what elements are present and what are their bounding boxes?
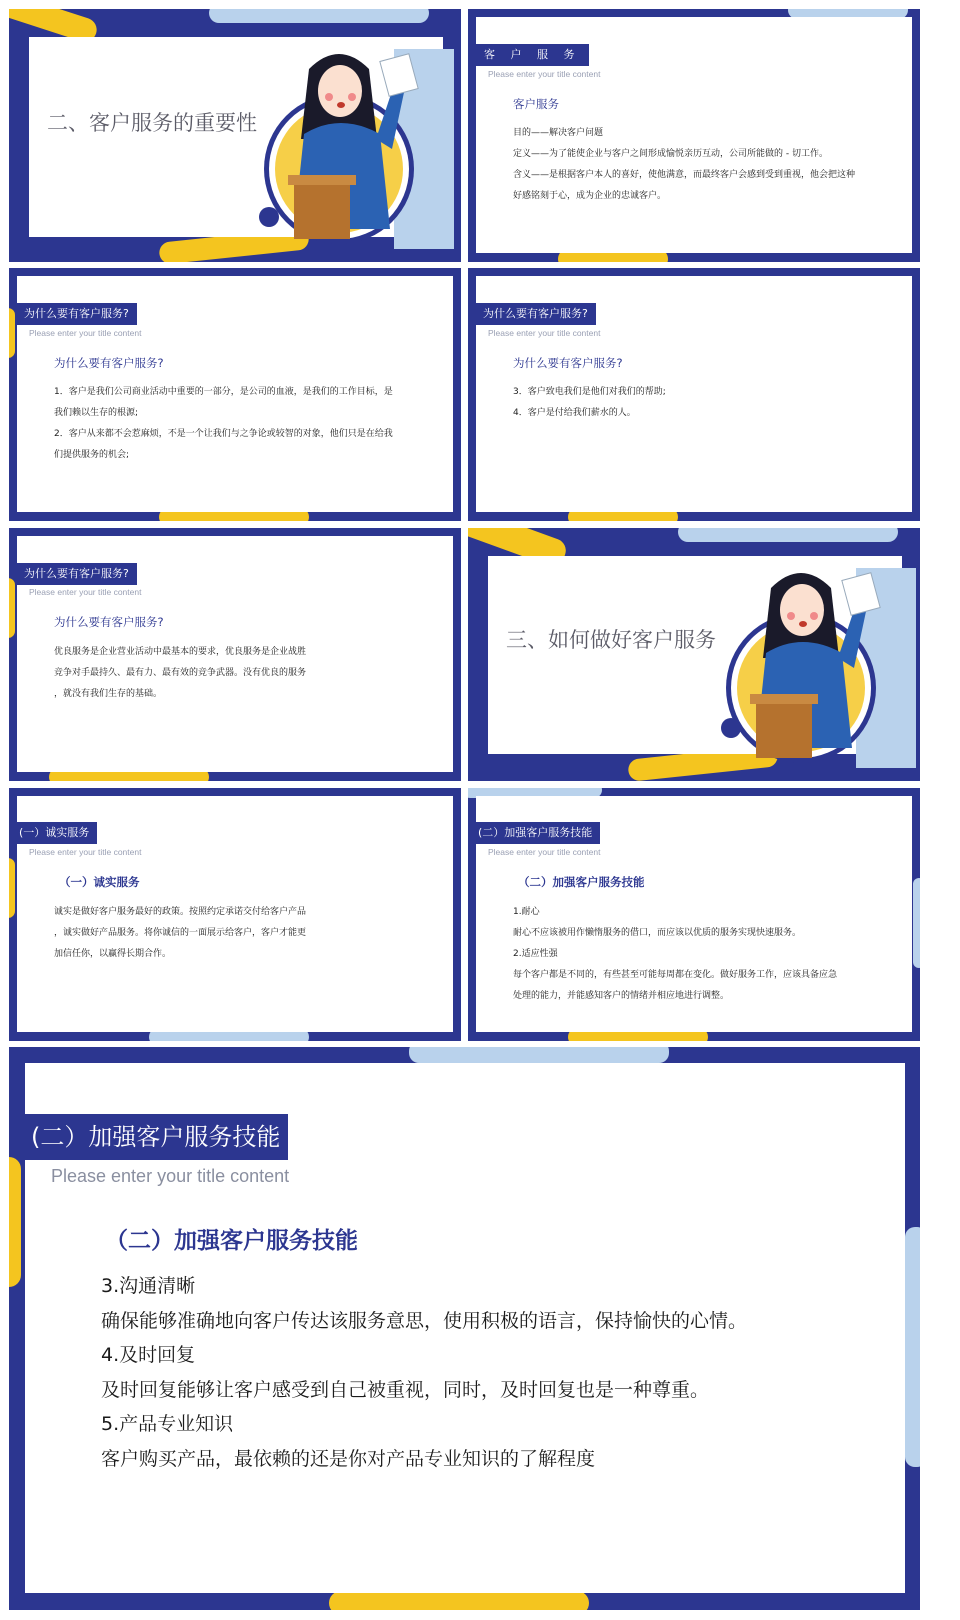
- slide-4: [468, 268, 920, 521]
- body-line: 好感铭刻于心，成为企业的忠诚客户。: [513, 191, 667, 201]
- slide-tag: 为什么要有客户服务?: [16, 303, 137, 325]
- slide-tag: 客 户 服 务: [476, 44, 589, 66]
- slide-6: [468, 528, 920, 781]
- body-line: 3.沟通清晰: [101, 1275, 196, 1297]
- slide-3: [9, 268, 461, 521]
- yellow-accent: [329, 1591, 589, 1610]
- slide-body: [513, 382, 908, 424]
- slide-body: [54, 902, 449, 965]
- body-line: 含义——是根据客户本人的喜好，使他满意，而最终客户会感到受到重视，他会把这种: [513, 170, 856, 180]
- light-blue-accent: [678, 528, 898, 542]
- slide-tag: (二）加强客户服务技能: [470, 822, 600, 844]
- slide-7: [9, 788, 461, 1041]
- body-line: 诚实是做好客户服务最好的政策。按照约定承诺交付给客户产品: [54, 907, 307, 917]
- body-line: 确保能够准确地向客户传达该服务意思，使用积极的语言，保持愉快的心情。: [101, 1309, 748, 1332]
- slide-subtitle: Please enter your title content: [51, 1166, 290, 1186]
- slide-subtitle: Please enter your title content: [488, 328, 601, 338]
- slide-subtitle: Please enter your title content: [488, 69, 601, 79]
- body-line: 目的——解决客户问题: [513, 128, 604, 138]
- slide-body: [101, 1269, 891, 1476]
- slide-body: [54, 642, 449, 705]
- body-line: ，诚实做好产品服务。将你诚信的一面展示给客户，客户才能更: [54, 928, 307, 938]
- slide-tag: 为什么要有客户服务?: [475, 303, 596, 325]
- slide-body: [54, 382, 449, 466]
- slide-subtitle: Please enter your title content: [29, 587, 142, 597]
- body-line: 5.产品专业知识: [101, 1413, 234, 1435]
- slide-1: [9, 9, 461, 262]
- slide-heading: （一）诚实服务: [59, 875, 140, 889]
- body-line: 竞争对手最持久、最有力、最有效的竞争武器。没有优良的服务: [54, 668, 307, 678]
- slide-8: [468, 788, 920, 1041]
- body-line: 及时回复能够让客户感受到自己被重视，同时，及时回复也是一种尊重。: [101, 1378, 710, 1401]
- light-blue-accent: [905, 1227, 920, 1467]
- yellow-accent: [9, 578, 15, 638]
- body-line: 2．客户从来都不会惹麻烦，不是一个让我们与之争论或较智的对象，他们只是在给我: [54, 429, 393, 439]
- slide-tag: 为什么要有客户服务?: [16, 563, 137, 585]
- section-title: 二、客户服务的重要性: [47, 111, 257, 135]
- slide-body: [513, 123, 908, 207]
- slide-heading: 为什么要有客户服务?: [54, 615, 164, 629]
- slide-heading: 为什么要有客户服务?: [513, 356, 623, 370]
- body-line: 优良服务是企业营业活动中最基本的要求，优良服务是企业战胜: [54, 647, 307, 657]
- slide-heading: （二）加强客户服务技能: [518, 875, 645, 889]
- body-line: 每个客户都是不同的，有些甚至可能每周都在变化。做好服务工作，应该具备应急: [513, 970, 838, 980]
- slide-9: [9, 1047, 920, 1610]
- slide-heading: （二）加强客户服务技能: [105, 1228, 358, 1254]
- body-line: 1．客户是我们公司商业活动中重要的一部分，是公司的血液，是我们的工作目标，是: [54, 387, 393, 397]
- slide-2: [468, 9, 920, 262]
- slide-heading: 客户服务: [513, 97, 559, 111]
- body-line: 2.适应性强: [513, 949, 558, 959]
- slide-tag: (二）加强客户服务技能: [23, 1114, 288, 1160]
- light-blue-accent: [209, 9, 429, 23]
- body-line: 客户购买产品，最依赖的还是你对产品专业知识的了解程度: [101, 1447, 596, 1470]
- body-line: 我们赖以生存的根源;: [54, 408, 139, 418]
- yellow-accent: [9, 308, 15, 358]
- body-line: 4.及时回复: [101, 1344, 196, 1366]
- presenter-illustration: [244, 29, 454, 259]
- light-blue-accent: [409, 1047, 669, 1063]
- yellow-accent: [9, 858, 15, 918]
- body-line: 定义——为了能使企业与客户之间形成愉悦亲历互动，公司所能做的 - 切工作。: [513, 149, 828, 159]
- body-line: ，就没有我们生存的基础。: [54, 689, 163, 699]
- section-title: 三、如何做好客户服务: [506, 628, 716, 652]
- light-blue-accent: [913, 878, 920, 968]
- body-line: 1.耐心: [513, 907, 540, 917]
- slide-5: [9, 528, 461, 781]
- slide-heading: 为什么要有客户服务?: [54, 356, 164, 370]
- body-line: 处理的能力，并能感知客户的情绪并相应地进行调整。: [513, 991, 730, 1001]
- body-line: 4．客户是付给我们薪水的人。: [513, 408, 636, 418]
- body-line: 们提供服务的机会;: [54, 450, 130, 460]
- slide-subtitle: Please enter your title content: [29, 847, 142, 857]
- slide-subtitle: Please enter your title content: [29, 328, 142, 338]
- slide-subtitle: Please enter your title content: [488, 847, 601, 857]
- slide-tag: (一）诚实服务: [11, 822, 97, 844]
- yellow-accent: [9, 1157, 21, 1287]
- presenter-illustration: [706, 548, 916, 778]
- body-line: 耐心不应该被用作懒惰服务的借口，而应该以优质的服务实现快速服务。: [513, 928, 802, 938]
- body-line: 加信任你，以赢得长期合作。: [54, 949, 172, 959]
- body-line: 3．客户致电我们是他们对我们的帮助;: [513, 387, 666, 397]
- slide-body: [513, 902, 908, 1007]
